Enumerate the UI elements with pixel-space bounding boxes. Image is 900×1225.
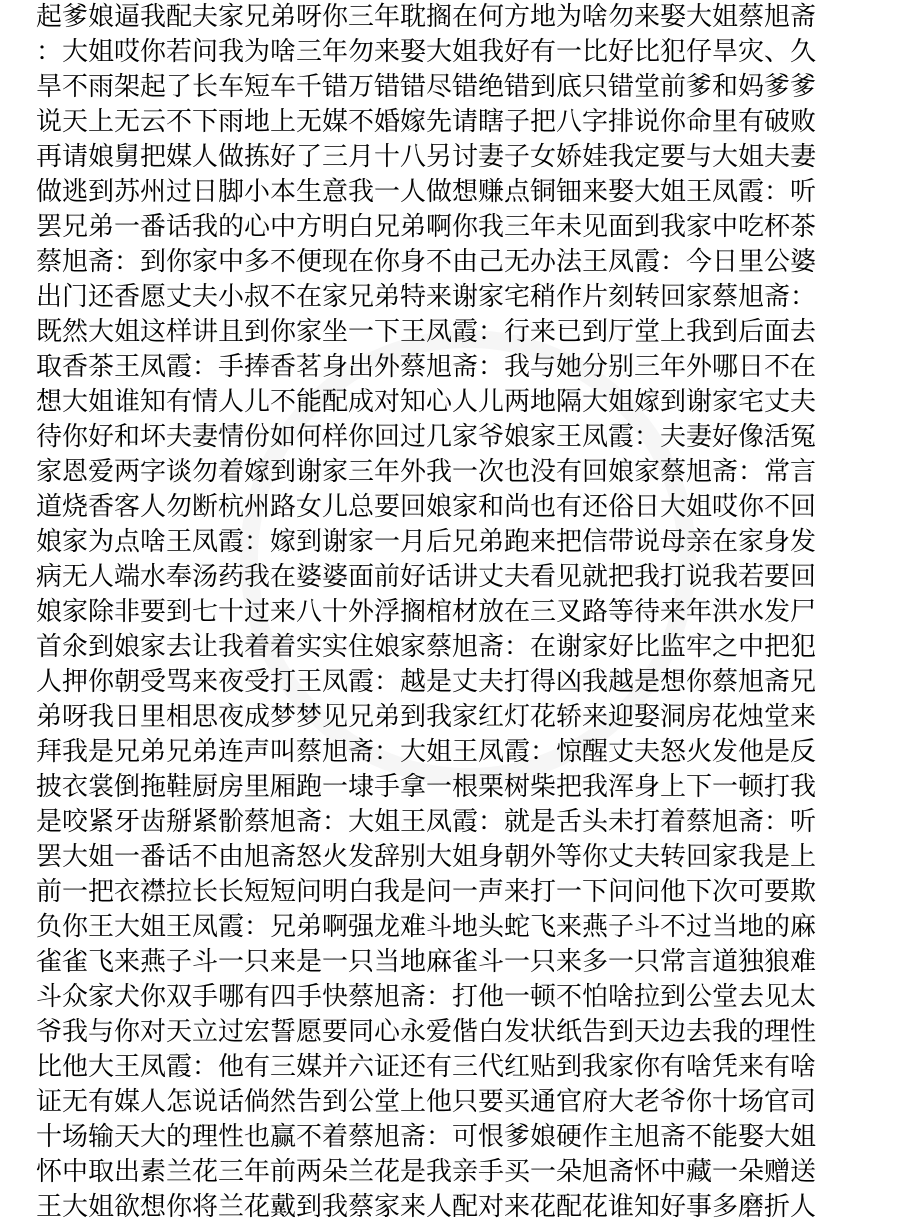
text-line: 家恩爱两字谈勿着嫁到谢家三年外我一次也没有回娘家蔡旭斋：常言	[36, 457, 817, 487]
text-line: 怀中取出素兰花三年前两朵兰花是我亲手买一朵旭斋怀中藏一朵赠送	[36, 1157, 817, 1187]
text-line: 待你好和坏夫妻情份如何样你回过几家爷娘家王凤霞：夫妻好像活冤	[36, 422, 817, 452]
text-line: 再请娘舅把媒人做拣好了三月十八另讨妻子女娇娃我定要与大姐夫妻	[36, 142, 817, 172]
text-line: ：大姐哎你若问我为啥三年勿来娶大姐我好有一比好比犯仔旱灾、久	[36, 37, 817, 67]
text-line: 证无有媒人怎说话倘然告到公堂上他只要买通官府大老爷你十场官司	[36, 1087, 817, 1117]
text-line: 道烧香客人勿断杭州路女儿总要回娘家和尚也有还俗日大姐哎你不回	[36, 492, 817, 522]
text-line: 取香茶王凤霞：手捧香茗身出外蔡旭斋：我与她分别三年外哪日不在	[36, 352, 817, 382]
text-line: 罢大姐一番话不由旭斋怒火发辞别大姐身朝外等你丈夫转回家我是上	[36, 842, 817, 872]
text-line: 首氽到娘家去让我着着实实住娘家蔡旭斋：在谢家好比监牢之中把犯	[36, 632, 817, 662]
text-line: 负你王大姐王凤霞：兄弟啊强龙难斗地头蛇飞来燕子斗不过当地的麻	[36, 912, 817, 942]
text-line: 出门还香愿丈夫小叔不在家兄弟特来谢家宅稍作片刻转回家蔡旭斋：	[36, 282, 817, 312]
text-line: 弟呀我日里相思夜成梦梦见兄弟到我家红灯花轿来迎娶洞房花烛堂来	[36, 702, 817, 732]
text-line: 做逃到苏州过日脚小本生意我一人做想赚点铜钿来娶大姐王凤霞：听	[36, 177, 817, 207]
text-line: 蔡旭斋：到你家中多不便现在你身不由己无办法王凤霞：今日里公婆	[36, 247, 817, 277]
text-line: 披衣裳倒拖鞋厨房里厢跑一埭手拿一根栗树柴把我浑身上下一顿打我	[36, 772, 817, 802]
text-line: 旱不雨架起了长车短车千错万错错尽错绝错到底只错堂前爹和妈爹爹	[36, 72, 817, 102]
text-line: 比他大王凤霞：他有三媒并六证还有三代红贴到我家你有啥凭来有啥	[36, 1052, 817, 1082]
text-line: 拜我是兄弟兄弟连声叫蔡旭斋：大姐王凤霞：惊醒丈夫怒火发他是反	[36, 737, 817, 767]
text-line: 病无人端水奉汤药我在婆婆面前好话讲丈夫看见就把我打说我若要回	[36, 562, 817, 592]
text-line: 想大姐谁知有情人儿不能配成对知心人儿两地隔大姐嫁到谢家宅丈夫	[36, 387, 817, 417]
text-line: 爷我与你对天立过宏誓愿要同心永爱偕白发状纸告到天边去我的理性	[36, 1017, 817, 1047]
document-page	[36, 0, 876, 1222]
text-line: 娘家为点啥王凤霞：嫁到谢家一月后兄弟跑来把信带说母亲在家身发	[36, 527, 817, 557]
text-line: 起爹娘逼我配夫家兄弟呀你三年耽搁在何方地为啥勿来娶大姐蔡旭斋	[36, 2, 817, 32]
text-line: 王大姐欲想你将兰花戴到我蔡家来人配对来花配花谁知好事多磨折人	[36, 1192, 817, 1222]
text-line: 十场输天大的理性也赢不着蔡旭斋：可恨爹娘硬作主旭斋不能娶大姐	[36, 1122, 817, 1152]
text-line: 斗众家犬你双手哪有四手快蔡旭斋：打他一顿不怕啥拉到公堂去见太	[36, 982, 817, 1012]
text-line: 罢兄弟一番话我的心中方明白兄弟啊你我三年未见面到我家中吃杯茶	[36, 212, 817, 242]
text-line: 雀雀飞来燕子斗一只来是一只当地麻雀斗一只来多一只常言道独狼难	[36, 947, 817, 977]
text-line: 娘家除非要到七十过来八十外浮搁棺材放在三叉路等待来年洪水发尸	[36, 597, 817, 627]
text-line: 是咬紧牙齿掰紧骱蔡旭斋：大姐王凤霞：就是舌头未打着蔡旭斋：听	[36, 807, 817, 837]
text-line: 说天上无云不下雨地上无媒不婚嫁先请瞎子把八字排说你命里有破败	[36, 107, 817, 137]
text-line: 人押你朝受骂来夜受打王凤霞：越是丈夫打得凶我越是想你蔡旭斋兄	[36, 667, 817, 697]
text-line: 前一把衣襟拉长长短短问明白我是问一声来打一下问问他下次可要欺	[36, 877, 817, 907]
text-line: 既然大姐这样讲且到你家坐一下王凤霞：行来已到厅堂上我到后面去	[36, 317, 817, 347]
